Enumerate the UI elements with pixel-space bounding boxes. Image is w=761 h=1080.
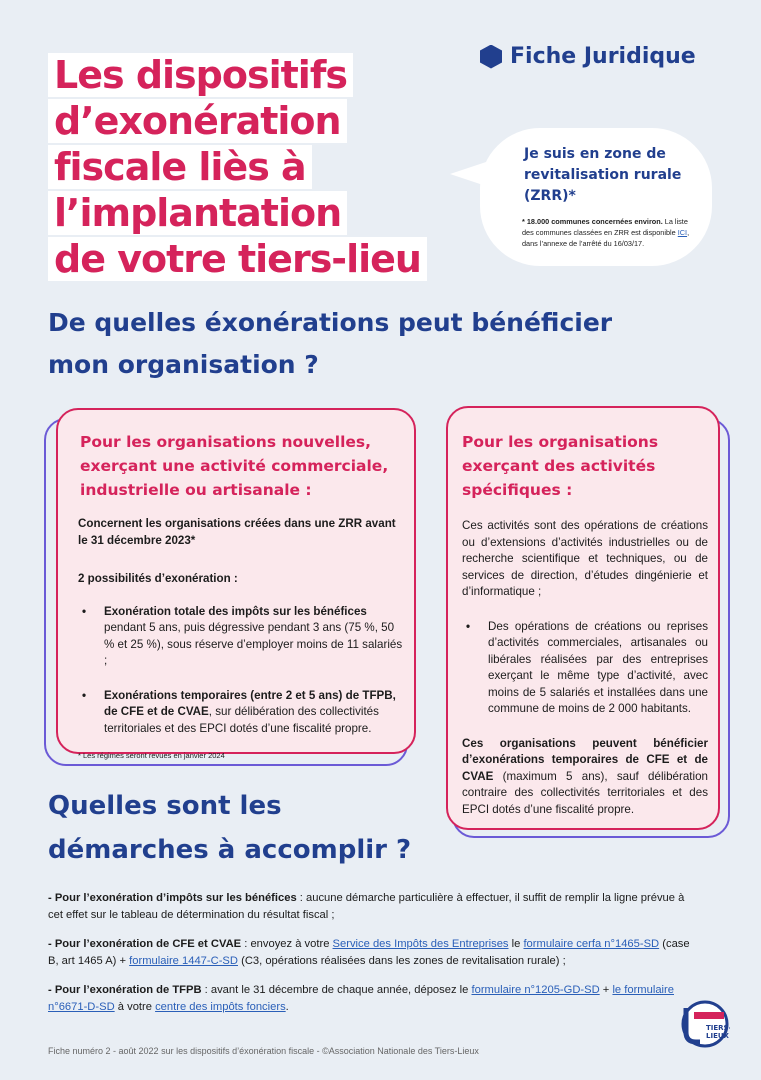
card-left-body (78, 516, 404, 761)
section-heading-exonerations (48, 302, 728, 386)
bullet-bold: Exonération totale des impôts sur les bénéfices (104, 604, 367, 618)
bubble-note-text: La liste des communes classées en ZRR est disponible (522, 217, 688, 237)
zrr-list-link[interactable]: ICI (677, 228, 688, 237)
card-left-intro: Concernent les organisations créées dans une ZRR avant le 31 décembre 2023* (78, 517, 396, 547)
title-line: Les dispositifs (48, 53, 353, 97)
step-text: : aucune démarche particulière à effectuer, il suffit de remplir la ligne prévue à cet effet sur le tableau de détermination du résultat fiscal ; (48, 892, 685, 921)
step-text: : avant le 31 décembre de chaque année, déposez le (201, 984, 472, 996)
cerfa-1465-link[interactable]: formulaire cerfa n°1465-SD (523, 938, 660, 950)
tiers-lieux-logo-icon (680, 998, 730, 1050)
step-bold: - Pour l’exonération d’impôts sur les bénéfices (48, 892, 297, 904)
bubble-note-end: , dans l’annexe de l’arrêté du 16/03/17. (522, 228, 690, 248)
heading-line: mon organisation ? (48, 350, 319, 379)
step-text: le (508, 938, 524, 950)
list-item (48, 890, 698, 924)
bubble-title: Je suis en zone de revitalisation rurale (ZRR)* (524, 146, 682, 204)
page-title (48, 52, 468, 282)
form-6671-link[interactable]: le formulaire n°6671-D-SD (48, 984, 674, 1013)
card-specific-activities (446, 406, 720, 830)
title-line: fiscale liès à (48, 145, 312, 189)
bullet-bold: Exonérations temporaires (entre 2 et 5 ans) de TFPB, de CFE et de CVAE (104, 688, 396, 718)
bullet-text: Des opérations de créations ou reprises d’activités commerciales, artisanales ou libérales réalisées par des entreprises exerçant le même type d’activité, avec moins de 5 salariés et installées dans une commune de moins de 2 000 habitants. (488, 619, 708, 715)
card-left-possibilities: 2 possibilités d’exonération : (78, 572, 238, 585)
page-footer: Fiche numéro 2 - août 2022 sur les dispositifs d’éxonération fiscale - ©Association Nationale des Tiers-Lieux (48, 1046, 479, 1056)
list-item (78, 688, 404, 738)
document-type-tag (480, 44, 696, 69)
card-right-closing-bold: Ces organisations peuvent bénéficier d’exonérations temporaires de CFE et de CVAE (462, 736, 708, 783)
steps-list (48, 890, 698, 1028)
card-right-title: Pour les organisations exerçant des activités spécifiques : (462, 433, 659, 499)
card-left-title: Pour les organisations nouvelles, exerçant une activité commerciale, industrielle ou artisanale : (80, 433, 389, 499)
bubble-note (522, 216, 692, 249)
step-text: (C3, opérations réalisées dans les zones de revitalisation rurale) ; (237, 955, 566, 967)
step-text: + (599, 984, 613, 996)
list-item (48, 936, 698, 970)
card-right-intro: Ces activités sont des opérations de créations ou d’extensions d’activités industrielles ou de recherche scientifique et techniques, ou de services de direction, d’études dingénierie et d’informatique ; (462, 519, 708, 598)
tax-center-link[interactable]: centre des impôts fonciers (155, 1001, 286, 1013)
hexagon-icon (480, 45, 502, 69)
step-bold: - Pour l’exonération de TFPB (48, 984, 202, 996)
tag-label: Fiche Juridique (510, 44, 696, 69)
heading-line: De quelles éxonérations peut bénéficier (48, 308, 613, 337)
svg-text:TIERS-: TIERS- (706, 1024, 730, 1032)
list-item (78, 604, 404, 670)
heading-line: Quelles sont les (48, 791, 282, 821)
step-text: : envoyez à votre (241, 938, 333, 950)
sie-link[interactable]: Service des Impôts des Entreprises (332, 938, 509, 950)
title-line: l’implantation (48, 191, 347, 235)
card-right-closing-text: (maximum 5 ans), sauf délibération contraire des collectivités territoriales et des EPCI dotés d’une fiscalité propre. (462, 769, 708, 816)
bullet-text: , sur délibération des collectivités territoriales et des EPCI dotés d’une fiscalité propre. (104, 705, 379, 735)
heading-line: démarches à accomplir ? (48, 835, 412, 865)
form-1447-link[interactable]: formulaire 1447-C-SD (129, 955, 238, 967)
bubble-note-bold: * 18.000 communes concernées environ. (522, 217, 663, 226)
section-heading-demarches (48, 784, 448, 872)
step-text: . (285, 1001, 289, 1013)
title-line: d’exonération (48, 99, 347, 143)
card-left-footnote: * Les régimes seront revues en janvier 2024 (78, 751, 225, 760)
svg-text:LIEUX: LIEUX (706, 1032, 729, 1040)
step-bold: - Pour l’exonération de CFE et CVAE (48, 938, 242, 950)
step-text: (case B, art 1465 A) + (48, 938, 690, 967)
title-line: de votre tiers-lieu (48, 237, 427, 281)
list-item (48, 982, 698, 1016)
bullet-text: pendant 5 ans, puis dégressive pendant 3 ans (75 %, 50 % et 25 %), sous réserve d’employer moins de 11 salariés ; (104, 621, 403, 667)
step-text: à votre (114, 1001, 156, 1013)
form-1205-link[interactable]: formulaire n°1205-GD-SD (471, 984, 600, 996)
card-right-body (462, 518, 708, 818)
list-item (462, 619, 708, 718)
card-new-organisations (56, 408, 416, 760)
